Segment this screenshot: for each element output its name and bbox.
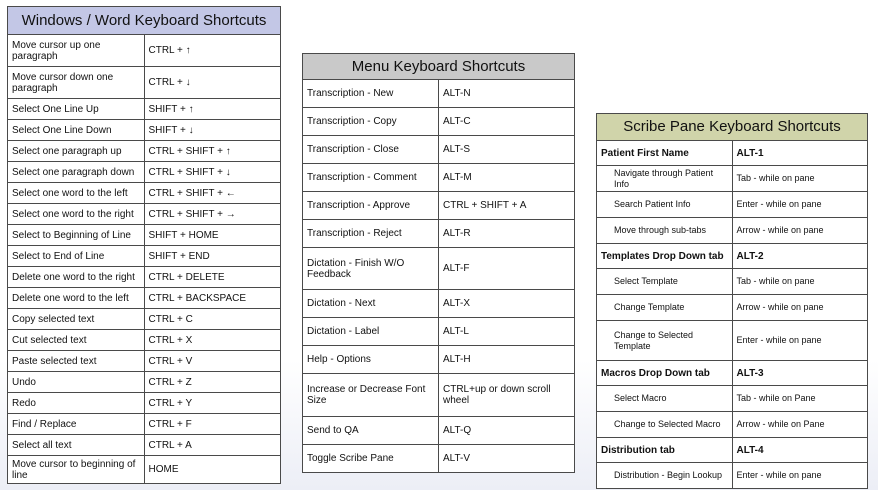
shortcut-keys: CTRL + DELETE bbox=[144, 267, 281, 288]
table-row bbox=[8, 330, 281, 351]
shortcut-action: Move cursor up one paragraph bbox=[8, 35, 145, 67]
shortcut-action: Copy selected text bbox=[8, 309, 145, 330]
section-keys: ALT-2 bbox=[732, 244, 868, 269]
section-row bbox=[597, 361, 868, 386]
table-row bbox=[303, 192, 575, 220]
shortcut-action: Select one paragraph down bbox=[8, 162, 145, 183]
table-row bbox=[8, 67, 281, 99]
shortcut-keys: CTRL + F bbox=[144, 414, 281, 435]
table-row bbox=[597, 321, 868, 361]
table-row bbox=[8, 141, 281, 162]
shortcut-action: Select Macro bbox=[597, 386, 733, 412]
scribe-pane-title: Scribe Pane Keyboard Shortcuts bbox=[597, 114, 868, 141]
shortcut-keys: ALT-L bbox=[439, 318, 575, 346]
shortcut-action: Navigate through Patient Info bbox=[597, 166, 733, 192]
section-row bbox=[597, 244, 868, 269]
shortcut-action: Paste selected text bbox=[8, 351, 145, 372]
table-row bbox=[8, 372, 281, 393]
table-row bbox=[8, 120, 281, 141]
shortcut-action: Select One Line Up bbox=[8, 99, 145, 120]
table-row bbox=[597, 463, 868, 489]
shortcut-action: Distribution - Begin Lookup bbox=[597, 463, 733, 489]
shortcut-action: Redo bbox=[8, 393, 145, 414]
table-row bbox=[8, 414, 281, 435]
table-row bbox=[8, 351, 281, 372]
shortcut-keys: Enter - while on pane bbox=[732, 192, 868, 218]
table-row bbox=[597, 192, 868, 218]
shortcut-keys: CTRL + SHIFT + ← bbox=[144, 183, 281, 204]
shortcut-action: Transcription - Reject bbox=[303, 220, 439, 248]
shortcut-action: Dictation - Label bbox=[303, 318, 439, 346]
shortcut-action: Select one word to the left bbox=[8, 183, 145, 204]
table-row bbox=[303, 108, 575, 136]
table-row bbox=[8, 204, 281, 225]
shortcut-keys: ALT-F bbox=[439, 248, 575, 290]
table-row bbox=[8, 288, 281, 309]
table-row bbox=[303, 80, 575, 108]
shortcut-keys: SHIFT + ↓ bbox=[144, 120, 281, 141]
table-row bbox=[8, 456, 281, 484]
shortcut-keys: CTRL + ↑ bbox=[144, 35, 281, 67]
shortcut-keys: CTRL + Y bbox=[144, 393, 281, 414]
shortcut-action: Select to End of Line bbox=[8, 246, 145, 267]
shortcut-action: Transcription - Approve bbox=[303, 192, 439, 220]
menu-shortcuts-table bbox=[302, 53, 575, 473]
shortcut-keys: ALT-V bbox=[439, 445, 575, 473]
section-name: Macros Drop Down tab bbox=[597, 361, 733, 386]
shortcut-action: Select Template bbox=[597, 269, 733, 295]
shortcut-keys: Arrow - while on pane bbox=[732, 295, 868, 321]
shortcut-action: Move cursor to beginning of line bbox=[8, 456, 145, 484]
shortcut-keys: ALT-S bbox=[439, 136, 575, 164]
windows-word-title: Windows / Word Keyboard Shortcuts bbox=[8, 7, 281, 35]
shortcut-keys: ALT-N bbox=[439, 80, 575, 108]
section-name: Patient First Name bbox=[597, 141, 733, 166]
shortcut-keys: CTRL + V bbox=[144, 351, 281, 372]
shortcut-keys: Arrow - while on Pane bbox=[732, 412, 868, 438]
menu-title: Menu Keyboard Shortcuts bbox=[303, 54, 575, 80]
shortcut-action: Delete one word to the left bbox=[8, 288, 145, 309]
table-row bbox=[303, 445, 575, 473]
section-keys: ALT-1 bbox=[732, 141, 868, 166]
section-name: Templates Drop Down tab bbox=[597, 244, 733, 269]
shortcut-keys: SHIFT + HOME bbox=[144, 225, 281, 246]
shortcut-action: Select one paragraph up bbox=[8, 141, 145, 162]
shortcut-action: Help - Options bbox=[303, 346, 439, 374]
shortcut-action: Transcription - Close bbox=[303, 136, 439, 164]
shortcut-keys: SHIFT + END bbox=[144, 246, 281, 267]
shortcut-keys: ALT-X bbox=[439, 290, 575, 318]
section-row bbox=[597, 141, 868, 166]
shortcut-action: Move through sub-tabs bbox=[597, 218, 733, 244]
shortcut-keys: CTRL + A bbox=[144, 435, 281, 456]
table-row bbox=[597, 218, 868, 244]
table-row bbox=[8, 183, 281, 204]
table-row bbox=[597, 166, 868, 192]
shortcut-action: Transcription - New bbox=[303, 80, 439, 108]
shortcut-keys: ALT-R bbox=[439, 220, 575, 248]
shortcut-keys: CTRL + SHIFT + ↓ bbox=[144, 162, 281, 183]
table-row bbox=[303, 248, 575, 290]
table-row bbox=[303, 374, 575, 417]
shortcut-keys: Tab - while on Pane bbox=[732, 386, 868, 412]
shortcut-action: Select One Line Down bbox=[8, 120, 145, 141]
table-row bbox=[8, 246, 281, 267]
table-row bbox=[303, 290, 575, 318]
table-row bbox=[597, 412, 868, 438]
shortcut-action: Select one word to the right bbox=[8, 204, 145, 225]
table-row bbox=[303, 220, 575, 248]
table-row bbox=[303, 164, 575, 192]
shortcut-action: Delete one word to the right bbox=[8, 267, 145, 288]
shortcut-keys: ALT-H bbox=[439, 346, 575, 374]
shortcut-action: Cut selected text bbox=[8, 330, 145, 351]
section-name: Distribution tab bbox=[597, 438, 733, 463]
shortcut-keys: CTRL + Z bbox=[144, 372, 281, 393]
windows-word-shortcuts-table bbox=[7, 6, 281, 484]
shortcut-action: Change Template bbox=[597, 295, 733, 321]
table-row bbox=[303, 318, 575, 346]
section-keys: ALT-4 bbox=[732, 438, 868, 463]
table-row bbox=[8, 99, 281, 120]
shortcut-keys: CTRL + ↓ bbox=[144, 67, 281, 99]
table-row bbox=[597, 295, 868, 321]
shortcut-keys: CTRL + SHIFT + A bbox=[439, 192, 575, 220]
shortcut-action: Move cursor down one paragraph bbox=[8, 67, 145, 99]
shortcut-action: Toggle Scribe Pane bbox=[303, 445, 439, 473]
table-row bbox=[8, 162, 281, 183]
section-row bbox=[597, 438, 868, 463]
shortcut-action: Transcription - Copy bbox=[303, 108, 439, 136]
table-row bbox=[597, 269, 868, 295]
shortcut-keys: CTRL + SHIFT + → bbox=[144, 204, 281, 225]
table-row bbox=[303, 417, 575, 445]
table-row bbox=[8, 393, 281, 414]
table-row bbox=[8, 309, 281, 330]
table-row bbox=[8, 225, 281, 246]
table-row bbox=[303, 136, 575, 164]
shortcut-keys: Tab - while on pane bbox=[732, 166, 868, 192]
shortcut-keys: Enter - while on pane bbox=[732, 321, 868, 361]
table-row bbox=[8, 267, 281, 288]
shortcut-action: Select to Beginning of Line bbox=[8, 225, 145, 246]
shortcut-keys: Arrow - while on pane bbox=[732, 218, 868, 244]
shortcut-action: Find / Replace bbox=[8, 414, 145, 435]
shortcut-keys: ALT-M bbox=[439, 164, 575, 192]
shortcut-action: Increase or Decrease Font Size bbox=[303, 374, 439, 417]
shortcut-keys: CTRL + C bbox=[144, 309, 281, 330]
shortcut-keys: ALT-Q bbox=[439, 417, 575, 445]
shortcut-action: Dictation - Finish W/O Feedback bbox=[303, 248, 439, 290]
table-row bbox=[8, 435, 281, 456]
shortcut-action: Search Patient Info bbox=[597, 192, 733, 218]
shortcut-keys: CTRL + SHIFT + ↑ bbox=[144, 141, 281, 162]
shortcut-action: Change to Selected Macro bbox=[597, 412, 733, 438]
section-keys: ALT-3 bbox=[732, 361, 868, 386]
shortcut-keys: CTRL + BACKSPACE bbox=[144, 288, 281, 309]
shortcut-action: Select all text bbox=[8, 435, 145, 456]
shortcut-action: Dictation - Next bbox=[303, 290, 439, 318]
shortcut-action: Send to QA bbox=[303, 417, 439, 445]
shortcut-keys: HOME bbox=[144, 456, 281, 484]
table-row bbox=[597, 386, 868, 412]
shortcut-keys: CTRL+up or down scroll wheel bbox=[439, 374, 575, 417]
shortcut-keys: CTRL + X bbox=[144, 330, 281, 351]
shortcut-keys: Enter - while on pane bbox=[732, 463, 868, 489]
shortcut-keys: ALT-C bbox=[439, 108, 575, 136]
scribe-pane-shortcuts-table bbox=[596, 113, 868, 489]
shortcut-action: Change to Selected Template bbox=[597, 321, 733, 361]
table-row bbox=[8, 35, 281, 67]
shortcut-action: Transcription - Comment bbox=[303, 164, 439, 192]
shortcut-keys: SHIFT + ↑ bbox=[144, 99, 281, 120]
table-row bbox=[303, 346, 575, 374]
shortcut-keys: Tab - while on pane bbox=[732, 269, 868, 295]
shortcut-action: Undo bbox=[8, 372, 145, 393]
